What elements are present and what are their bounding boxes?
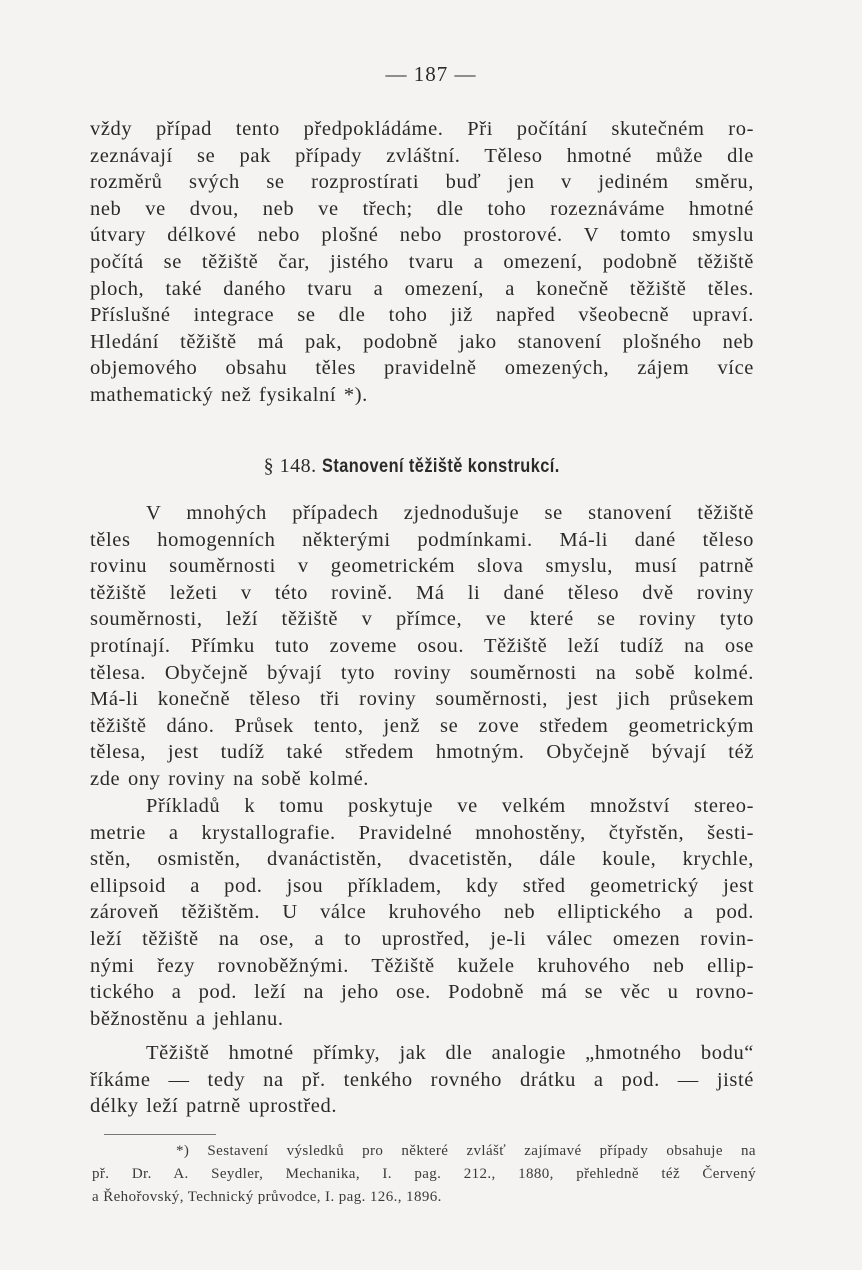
text-line: ploch, také daného tvaru a omezení, a konečně těžiště těles.: [90, 277, 754, 300]
text-line: zde ony roviny na sobě kolmé.: [90, 767, 370, 790]
paragraph-symmetry: [90, 500, 754, 793]
text-line: Těžiště hmotné přímky, jak dle analogie „hmotného bodu“: [146, 1042, 754, 1064]
footnote-divider: [104, 1134, 216, 1135]
text-line: stěn, osmistěn, dvanáctistěn, dvacetistěn, dále koule, krychle,: [90, 848, 754, 871]
text-line: ellipsoid a pod. jsou příkladem, kdy střed geometrický jest: [90, 874, 754, 897]
section-number: § 148.: [263, 455, 317, 477]
text-line: Hledání těžiště má pak, podobně jako stanovení plošného neb: [90, 330, 754, 353]
text-line: těžiště ležeti v této rovině. Má li dané těleso dvě roviny: [90, 581, 754, 604]
text-line: neb ve dvou, neb ve třech; dle toho rozeznáváme hmotné: [90, 197, 754, 220]
text-line: př. Dr. A. Seydler, Mechanika, I. pag. 212., 1880, přehledně též Červený: [92, 1166, 756, 1182]
text-line: tělesa. Obyčejně bývají tyto roviny souměrnosti na sobě kolmé.: [90, 661, 754, 684]
text-line: a Řehořovský, Technický průvodce, I. pag. 126., 1896.: [92, 1189, 442, 1205]
text-line: útvary délkové nebo plošné nebo prostorové. V tomto smyslu: [90, 224, 754, 247]
text-line: souměrnosti, leží těžiště v přímce, ve které se roviny tyto: [90, 608, 754, 631]
text-line: vždy případ tento předpokládáme. Při počítání skutečném ro-: [90, 118, 754, 140]
text-line: tělesa, jest tudíž také středem hmotným. Obyčejně bývají též: [90, 741, 754, 764]
text-line: metrie a krystallografie. Pravidelné mnohostěny, čtyřstěn, šesti-: [90, 821, 754, 844]
text-line: těles homogenních některými podmínkami. Má-li dané těleso: [90, 528, 754, 551]
text-line: Příslušné integrace se dle toho již napřed všeobecně upraví.: [90, 304, 754, 327]
text-line: rovinu souměrnosti v geometrickém slova smyslu, musí patrně: [90, 555, 754, 578]
text-line: říkáme — tedy na př. tenkého rovného drátku a pod. — jisté: [90, 1068, 754, 1091]
text-line: protínají. Přímku tuto zoveme osou. Těžiště leží tudíž na ose: [90, 634, 754, 657]
text-line: Příkladů k tomu poskytuje ve velkém množství stereo-: [146, 795, 754, 817]
text-line: rozměrů svých se rozprostírati buď jen v jediném směru,: [90, 171, 754, 194]
section-title: Stanovení těžiště konstrukcí.: [322, 456, 560, 477]
text-line: V mnohých případech zjednodušuje se stanovení těžiště: [146, 502, 754, 524]
paragraph-examples: [90, 793, 754, 1032]
paragraph-intro: [90, 116, 754, 409]
text-line: běžnostěnu a jehlanu.: [90, 1007, 284, 1030]
text-line: nými řezy rovnoběžnými. Těžiště kužele kruhového neb ellip-: [90, 954, 754, 977]
footnote: [92, 1140, 756, 1209]
text-line: mathematický než fysikalní *).: [90, 383, 368, 406]
text-line: objemového obsahu těles pravidelně omezených, zájem více: [90, 357, 754, 380]
text-line: počítá se těžiště čar, jistého tvaru a omezení, podobně těžiště: [90, 250, 754, 273]
text-line: délky leží patrně uprostřed.: [90, 1095, 338, 1118]
section-heading: [0, 455, 862, 478]
text-line: Má-li konečně těleso tři roviny souměrnosti, jest jich průsekem: [90, 688, 754, 711]
text-line: leží těžiště na ose, a to uprostřed, je-li válec omezen rovin-: [90, 927, 754, 950]
text-line: tického a pod. leží na jeho ose. Podobně má se věc u rovno-: [90, 981, 754, 1004]
page-number: — 187 —: [385, 62, 477, 86]
text-line: těžiště dáno. Průsek tento, jenž se zove středem geometrickým: [90, 714, 754, 737]
paragraph-line: [90, 1040, 754, 1120]
text-line: *) Sestavení výsledků pro některé zvlášť zajímavé případy obsahuje na: [176, 1143, 756, 1159]
text-line: zeznávají se pak případy zvláštní. Těleso hmotné může dle: [90, 144, 754, 167]
text-line: zároveň těžištěm. U válce kruhového neb elliptického a pod.: [90, 901, 754, 924]
